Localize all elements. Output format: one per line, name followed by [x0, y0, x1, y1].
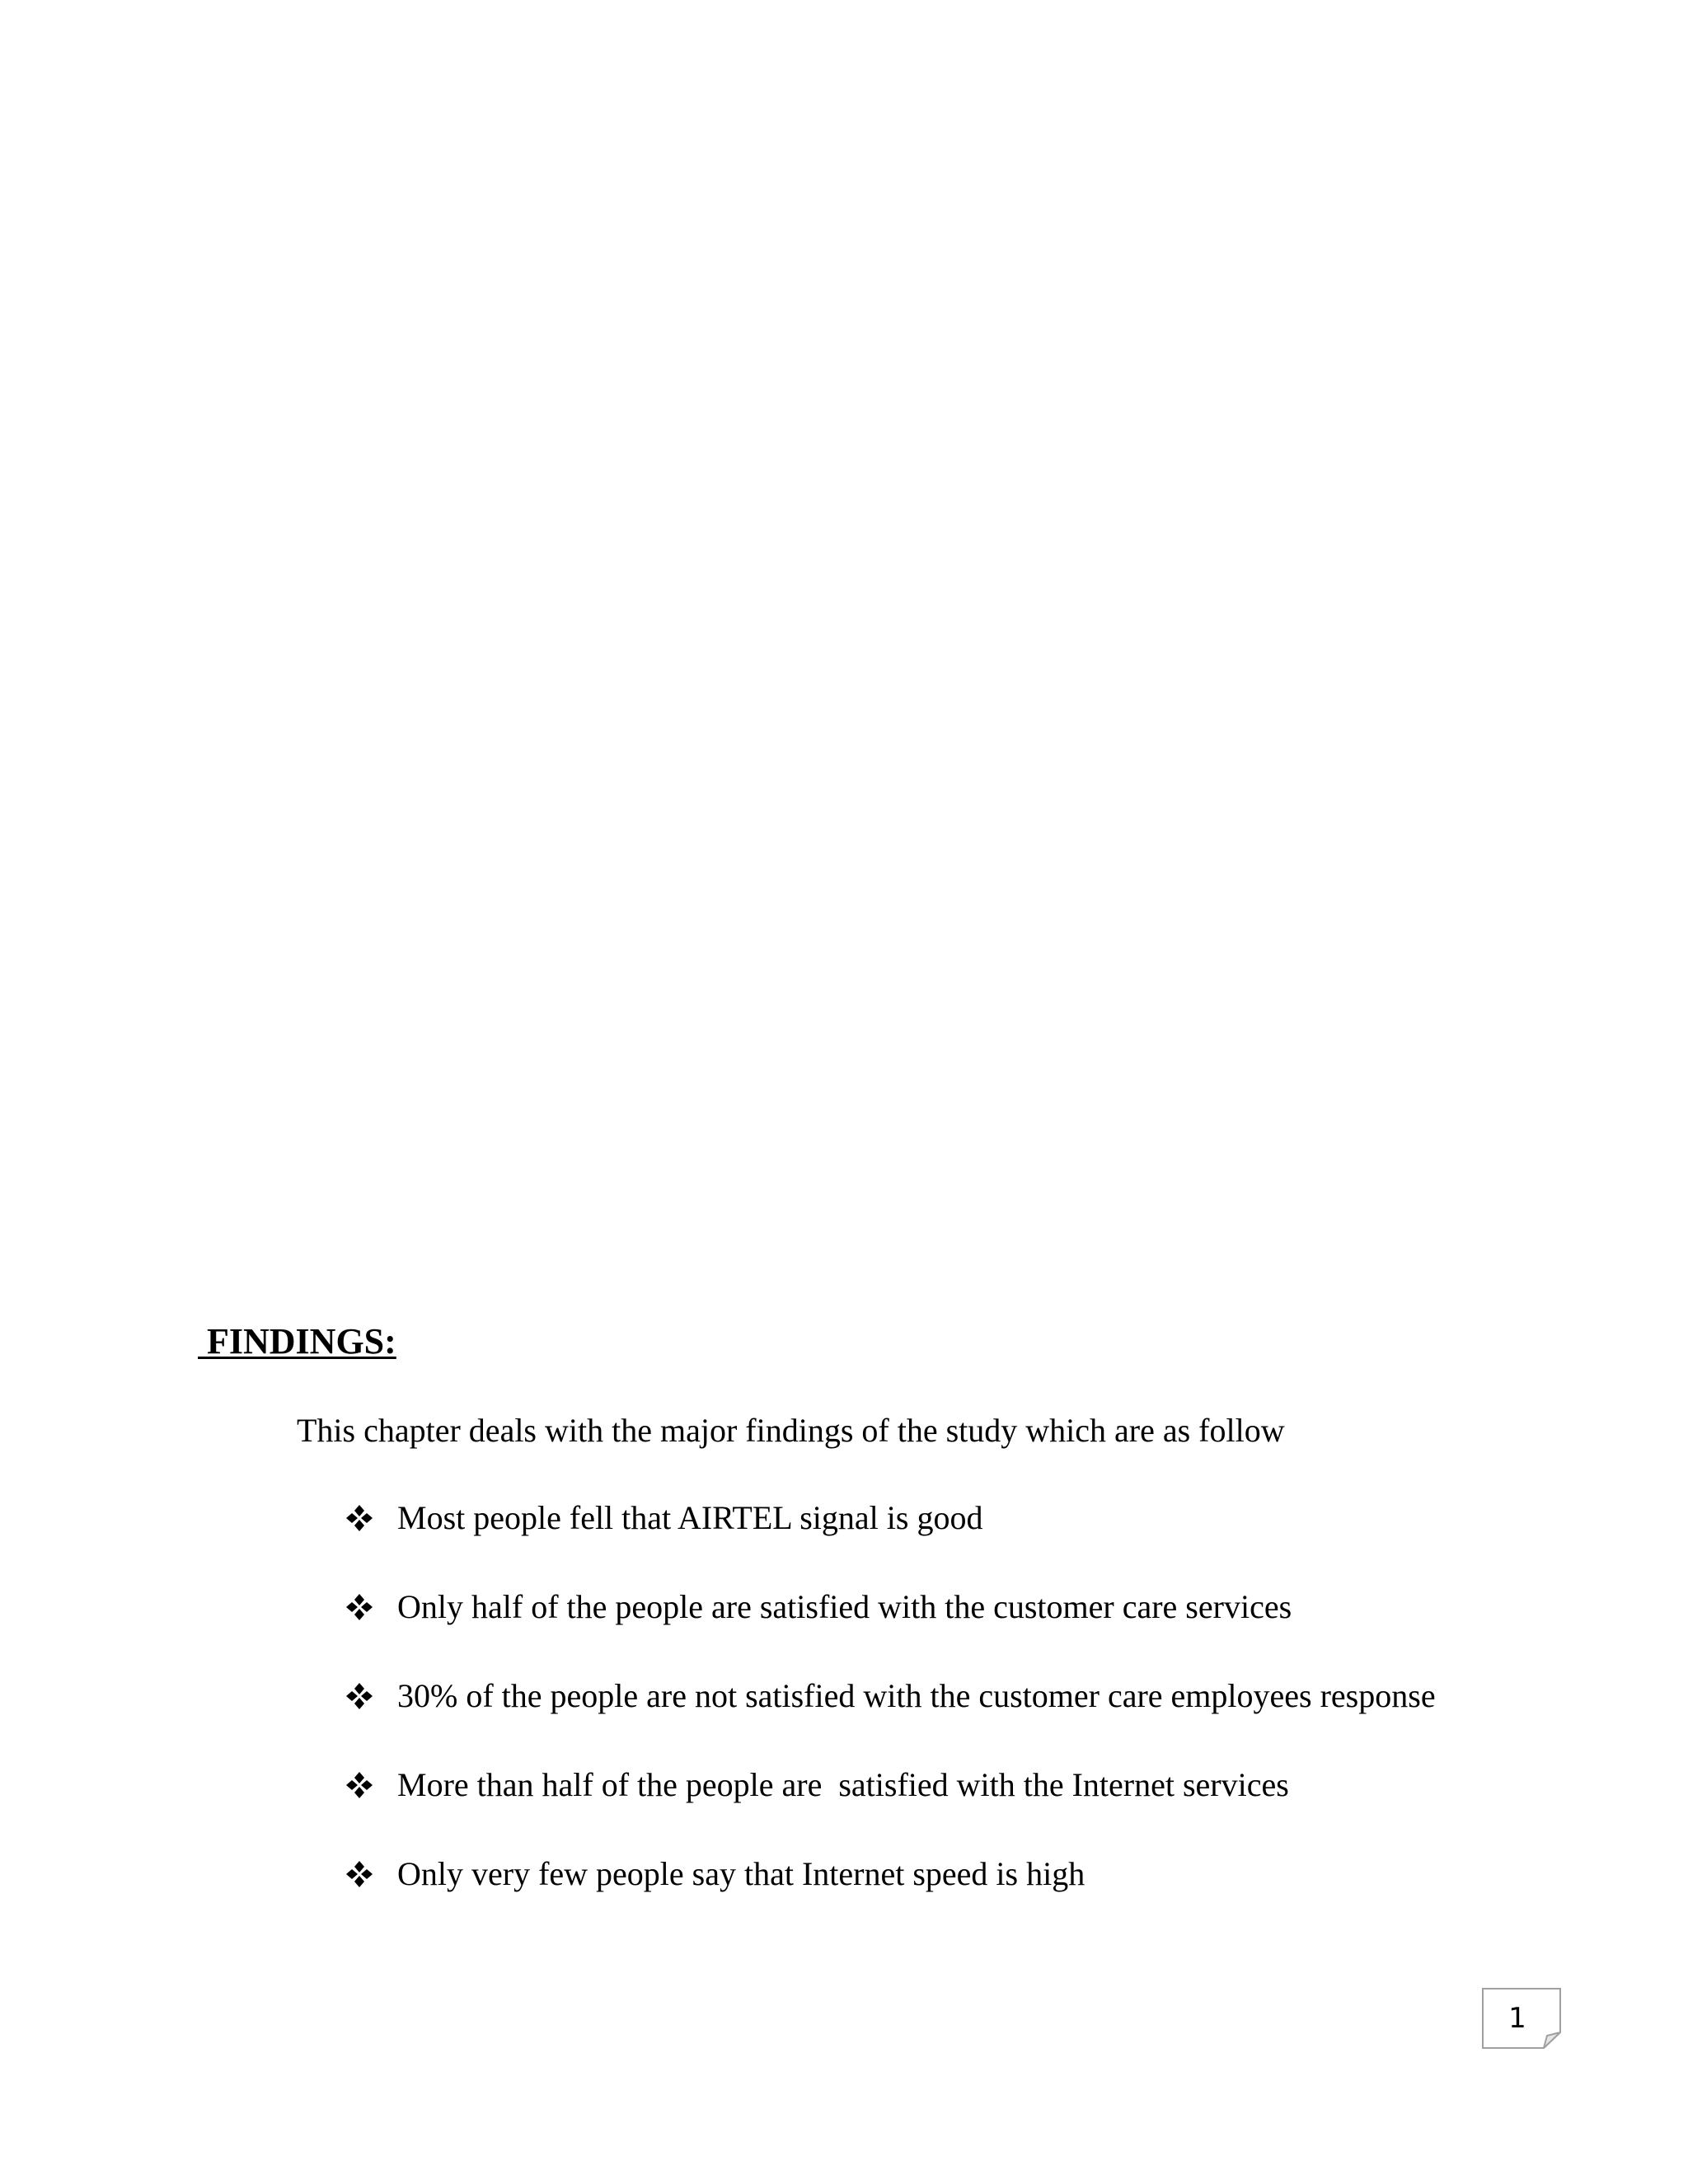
- finding-text: Most people fell that AIRTEL signal is good: [397, 1499, 983, 1536]
- finding-item: [345, 1676, 1436, 1716]
- finding-item: [345, 1498, 1436, 1538]
- finding-item: [345, 1587, 1436, 1627]
- finding-text: Only half of the people are satisfied with the customer care services: [397, 1588, 1292, 1625]
- four-diamond-bullet-icon: [345, 1592, 374, 1622]
- page-number-box: [1482, 1988, 1563, 2049]
- four-diamond-bullet-icon: [345, 1859, 374, 1889]
- finding-item: [345, 1854, 1436, 1894]
- finding-text: Only very few people say that Internet speed is high: [397, 1855, 1085, 1892]
- page-number: 1: [1508, 2002, 1526, 2035]
- finding-item: [345, 1765, 1436, 1805]
- finding-text: More than half of the people are satisfied with the Internet services: [397, 1766, 1289, 1803]
- finding-text: 30% of the people are not satisfied with the customer care employees response: [397, 1677, 1436, 1714]
- four-diamond-bullet-icon: [345, 1681, 374, 1711]
- section-heading: FINDINGS:: [198, 1321, 396, 1361]
- findings-list: [345, 1498, 1436, 1943]
- four-diamond-bullet-icon: [345, 1770, 374, 1800]
- intro-paragraph: This chapter deals with the major findings of the study which are as follow: [297, 1412, 1285, 1449]
- four-diamond-bullet-icon: [345, 1503, 374, 1533]
